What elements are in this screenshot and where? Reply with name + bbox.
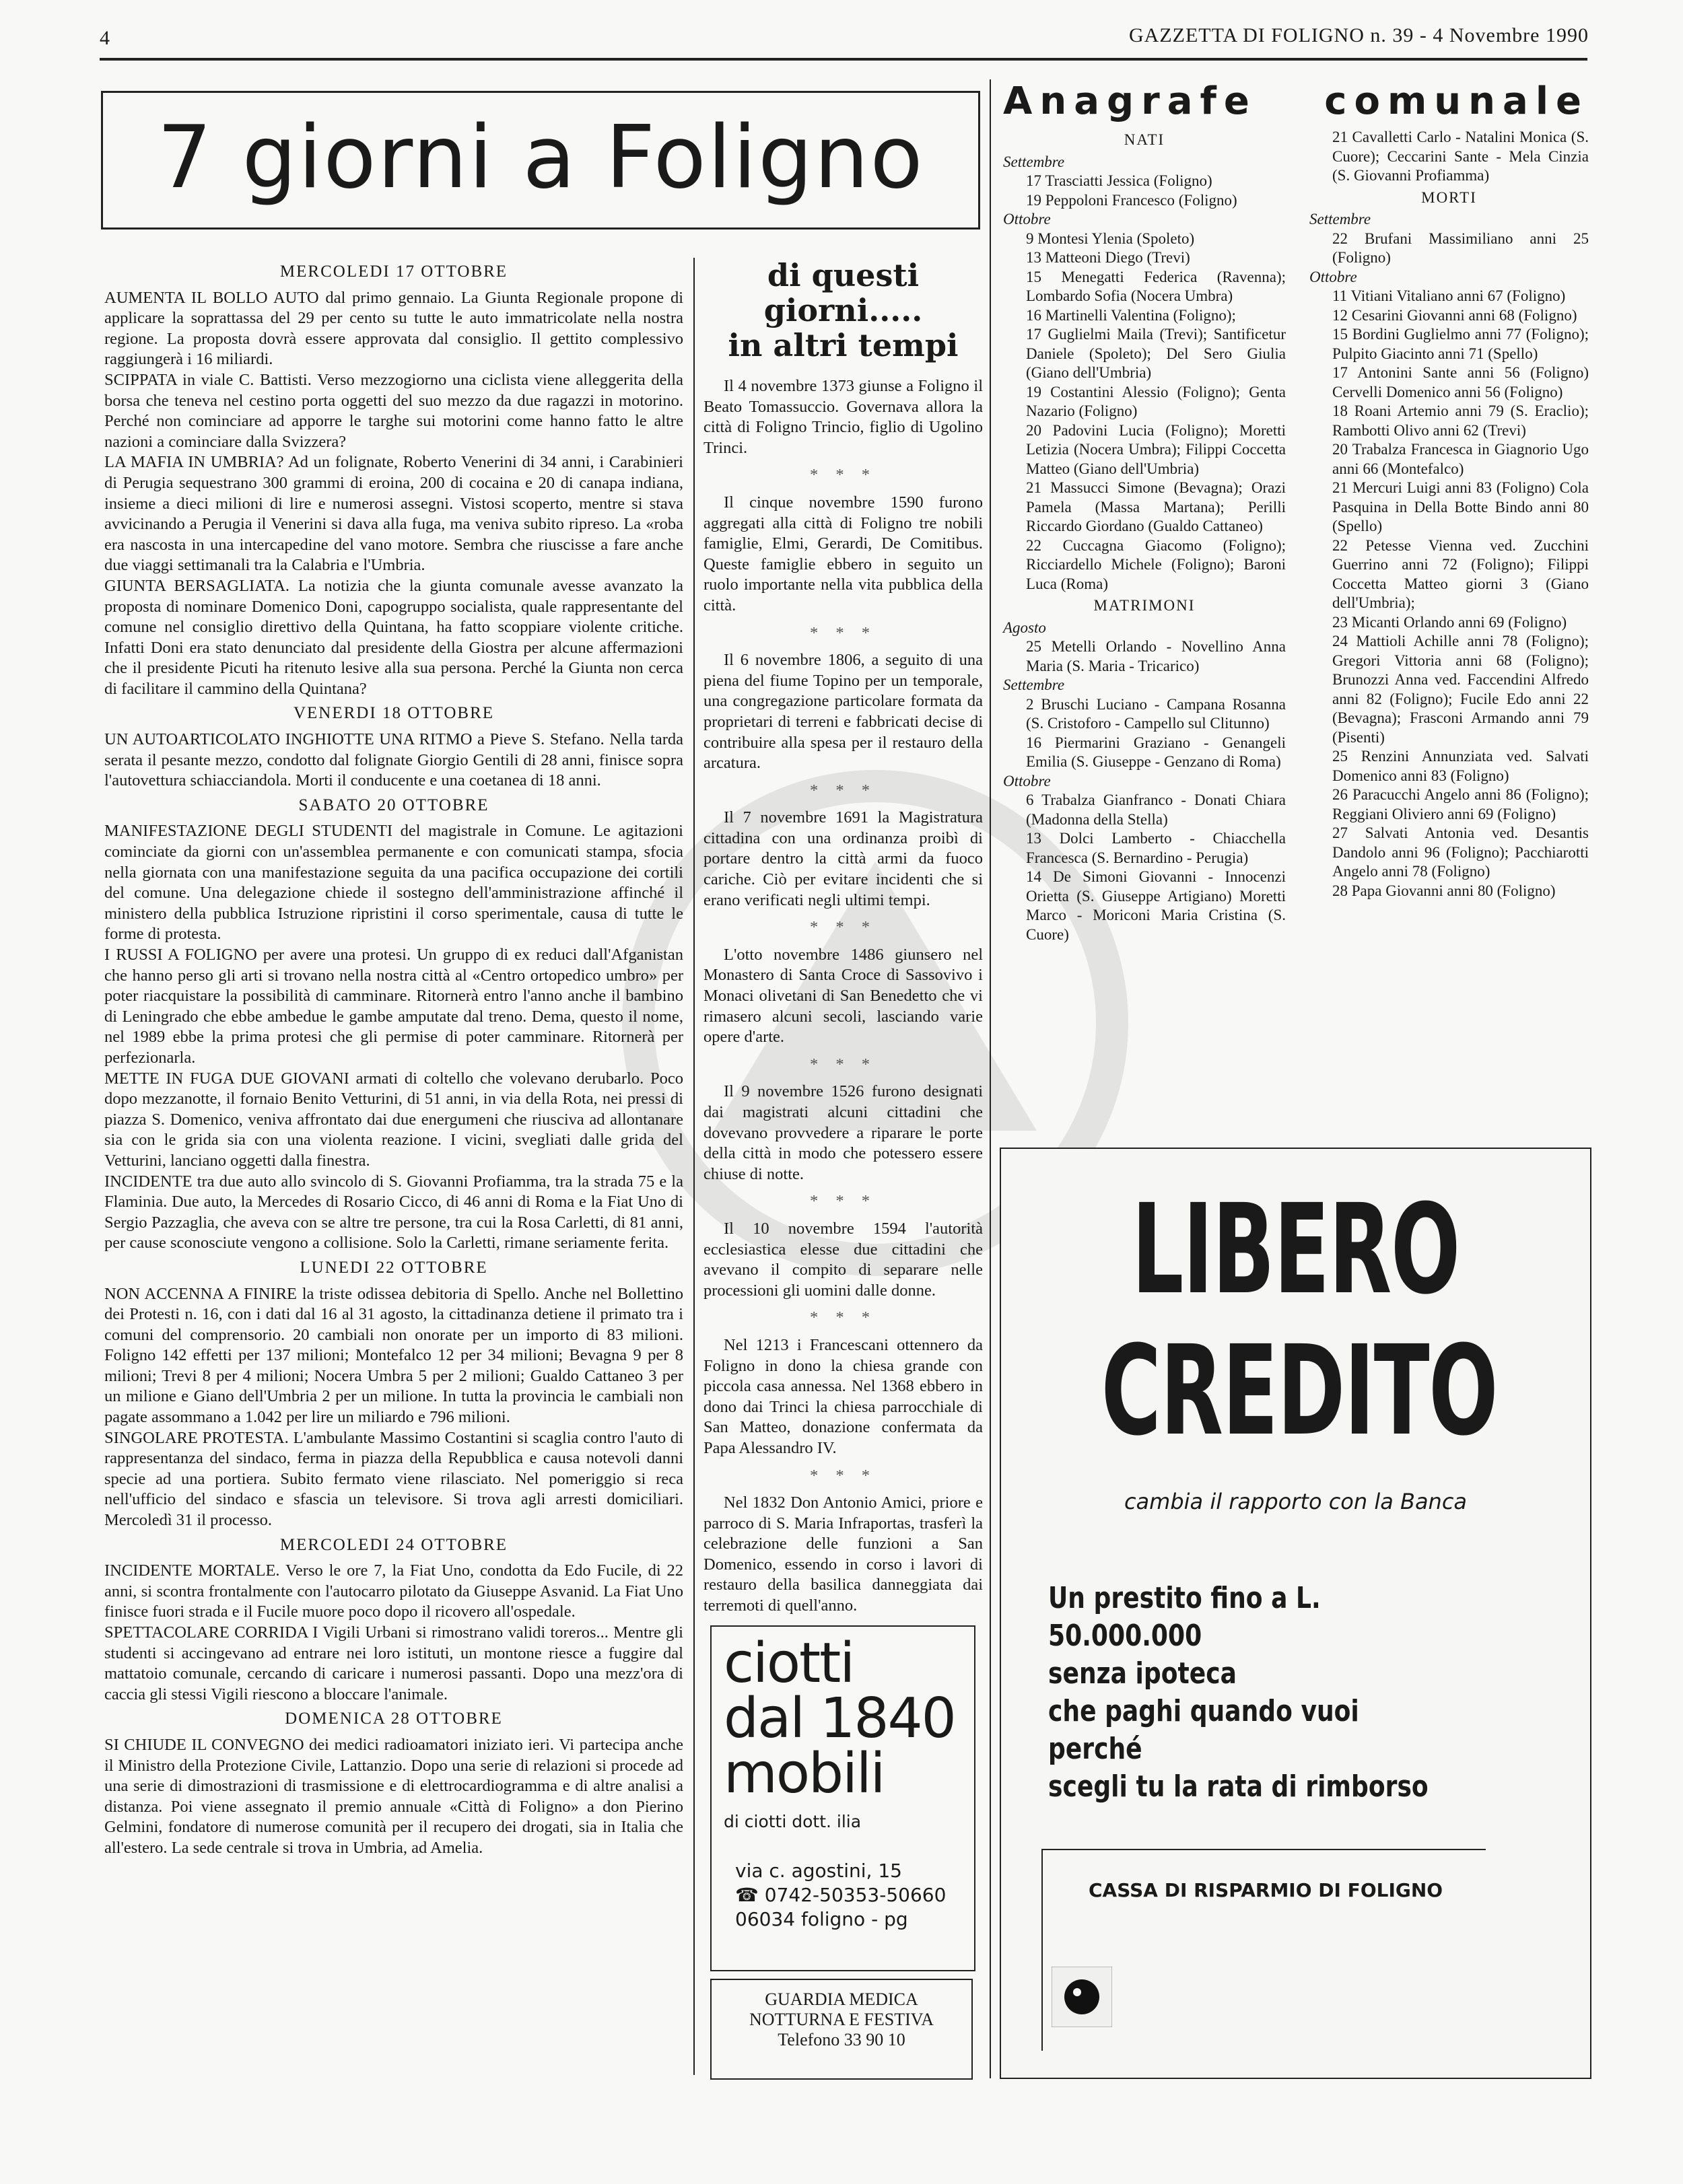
page-number: 4 <box>100 27 110 49</box>
separator-stars: * * * <box>810 781 877 800</box>
news-item <box>104 1561 683 1623</box>
day-heading: DOMENICA 28 OTTOBRE <box>285 1710 503 1728</box>
address-line: 06034 foligno - pg <box>735 1908 908 1930</box>
day-heading: MERCOLEDI 24 OTTOBRE <box>279 1535 508 1554</box>
news-item <box>104 370 683 452</box>
news-text: del magistrale in Comune. Le agitazioni cominciate da giorni con un'assemblea permanente e con comunicati stampa, sfocia nella giornata con una manifestazione seguita da una pacifica occupazione dei cortili del comune. Una delegazione chiede il sostegno dell'amministrazione affinché il ministero della pubblica Istruzione ripristini il corso sperimentale, causa di tutte le forme di protesta. <box>104 822 683 944</box>
registry-entry: 13 Matteoni Diego (Trevi) <box>1026 249 1190 266</box>
news-item <box>104 945 683 1069</box>
news-headline: AUMENTA IL BOLLO AUTO <box>104 288 319 307</box>
news-item <box>104 1623 683 1705</box>
registry-entry: 16 Martinelli Valentina (Foligno); <box>1026 306 1236 324</box>
news-item <box>104 1428 683 1531</box>
registry-entry: 25 Metelli Orlando - Novellino Anna Maria (S. Maria - Tricarico) <box>1026 638 1286 674</box>
registry-entry: 19 Costantini Alessio (Foligno); Genta Nazario (Foligno) <box>1026 383 1286 419</box>
phone-line: ☎ 0742-50353-50660 <box>735 1884 947 1906</box>
news-headline: LA MAFIA IN UMBRIA? <box>104 453 284 472</box>
history-heading <box>703 258 983 363</box>
news-item <box>104 1735 683 1859</box>
separator-stars: * * * <box>810 623 877 642</box>
news-headline: UN AUTOARTICOLATO INGHIOTTE UNA RITMO <box>104 730 473 749</box>
news-headline: MANIFESTAZIONE DEGLI STUDENTI <box>104 822 393 841</box>
furniture-owner: di ciotti dott. ilia <box>724 1812 862 1831</box>
column-divider <box>990 79 991 2078</box>
registry-section-heading: MATRIMONI <box>1093 597 1196 614</box>
news-text: dei medici radioamatori iniziato ieri. Vi partecipa anche il Ministro della Protezione Civile, Lattanzio. Dopo una serie di relazioni si procede ad una serie di dimostrazioni di trasmissione e di elettrocardiogramma e di altre analisi a distanza. Poi viene assegnato il premio annuale «Città di Foligno» a don Pierino Gelmini, fondatore di numerose comunità per il recupero dei drogati, sia in Italia che all'estero. La sede centrale si trova in Umbria, ad Amelia. <box>104 1735 683 1857</box>
news-item <box>104 730 683 791</box>
registry-entry: 28 Papa Giovanni anni 80 (Foligno) <box>1332 882 1556 899</box>
registry-entry: 2 Bruschi Luciano - Campana Rosanna (S. Cristoforo - Campello sul Clitunno) <box>1026 695 1286 732</box>
news-text: la triste odissea debitoria di Spello. Anche nel Bollettino dei Protesti n. 16, con i dati dal 16 al 31 agosto, la cittadinanza detiene il primato tra i comuni del comprensorio. 20 cambiali non onorate per un importo di 83 milioni. Foligno 142 effetti per 137 milioni; Montefalco 12 per 34 milioni; Bevagna 9 per 8 milioni; Trevi 8 per 4 milioni; Nocera Umbra 5 per 2 milioni; Gualdo Cattaneo 3 per un milione e Giano dell'Umbria 2 per un milione. In tutta la provincia le cambiali non pagate assommano a 1.042 per lire un miliardo e 796 milioni. <box>104 1284 683 1427</box>
anagrafe-title-word1: Anagrafe <box>1003 79 1257 123</box>
news-headline: INCIDENTE <box>104 1172 193 1191</box>
feature-title: 7 giorni a Foligno <box>157 108 924 208</box>
ad-copy-line: scegli tu la rata di rimborso <box>1048 1769 1429 1804</box>
separator-stars: * * * <box>810 918 877 937</box>
registry-entry: 20 Trabalza Francesca in Giagnorio Ugo anni 66 (Montefalco) <box>1332 441 1589 477</box>
anagrafe-title <box>1003 79 1589 123</box>
registry-entry: 22 Brufani Massimiliano anni 25 (Foligno) <box>1332 230 1589 266</box>
feature-title-box <box>101 91 980 230</box>
bank-name: CASSA DI RISPARMIO DI FOLIGNO <box>1089 1879 1443 1901</box>
address-line: via c. agostini, 15 <box>735 1860 902 1882</box>
furniture-address <box>735 1859 946 1932</box>
registry-entry: 22 Cuccagna Giacomo (Foligno); Ricciardello Michele (Foligno); Baroni Luca (Roma) <box>1026 536 1286 592</box>
news-text: I Vigili Urbani si rimostrano validi toreros... Mentre gli studenti si accingevano ad entrare nei loro istituti, un montone riesce a fuggire dal mattatoio comunale, cercando di caricare i numerosi passanti. Dopo una mezz'ora di caccia gli stessi Vigili riescono a bloccare l'animale. <box>104 1623 683 1703</box>
registry-month: Ottobre <box>1003 211 1051 227</box>
news-item <box>104 452 683 576</box>
anagrafe-title-word2: comunale <box>1324 79 1589 123</box>
news-text: in viale C. Battisti. Verso mezzogiorno una ciclista viene alleggerita della borsa che teneva nel cestino porta oggetti del suo mezzo da due ragazzi in motorino. Perché non cominciare ad apporre le targhe sui motorini come hanno fatto le altre nazioni a cominciare dalla Svizzera? <box>104 370 683 451</box>
registry-entry: 16 Piermarini Graziano - Genangeli Emilia (S. Giuseppe - Genzano di Roma) <box>1026 734 1286 770</box>
news-item <box>104 821 683 945</box>
day-heading: SABATO 20 OTTOBRE <box>298 796 489 814</box>
news-headline: GIUNTA BERSAGLIATA. <box>104 576 290 595</box>
history-paragraph: Nel 1213 i Francescani ottennero da Foligno in dono la chiesa grande con piccola casa annessa. Nel 1368 ebbero in dono dai Trinci la chiesa parrocchiale di San Matteo, donazione confermata da Papa Alessandro IV. <box>703 1335 983 1457</box>
registry-entry: 23 Micanti Orlando anni 69 (Foligno) <box>1332 613 1567 631</box>
news-item <box>104 576 683 700</box>
anagrafe-column-left <box>1003 128 1286 944</box>
registry-month: Ottobre <box>1003 772 1051 789</box>
day-heading: LUNEDI 22 OTTOBRE <box>300 1258 488 1277</box>
ad-tagline: cambia il rapporto con la Banca <box>1124 1489 1468 1514</box>
news-headline: INCIDENTE MORTALE. <box>104 1561 280 1580</box>
registry-month: Settembre <box>1003 676 1065 693</box>
registry-entry: 22 Petesse Vienna ved. Zucchini Guerrino anni 72 (Foligno); Filippi Coccetta Matteo giorni 3 (Giano dell'Umbria); <box>1332 536 1589 611</box>
registry-entry: 20 Padovini Lucia (Foligno); Moretti Letizia (Nocera Umbra); Filippi Coccetta Matteo (Giano dell'Umbria) <box>1026 421 1286 477</box>
news-text: La notizia che la giunta comunale avesse avanzato la proposta di nominare Domenico Doni, capogruppo socialista, quale rappresentante del comune nel consiglio direttivo della Quintana, ha fatto scoppiare violente critiche. Infatti Doni era stato denunciato dal presidente della Giostra per alcune affermazioni che il presidente Picuti ha ritenuto lesive alla sua persona. Perché la Giunta non cerca di facilitare il cammino della Quintana? <box>104 576 683 698</box>
header-rule <box>100 58 1587 61</box>
history-paragraph: Nel 1832 Don Antonio Amici, priore e parroco di S. Maria Infraportas, trasferì la celebrazione delle funzioni a San Domenico, essendo in corso i lavori di restauro della basilica danneggiata dai terremoti di quell'anno. <box>703 1493 983 1615</box>
guardia-medica-box <box>710 1979 973 2080</box>
registry-entry: 14 De Simoni Giovanni - Innocenzi Orietta (S. Giuseppe Artigiano) Moretti Marco - Moriconi Maria Cristina (S. Cuore) <box>1026 868 1286 943</box>
news-headline: NON ACCENNA A FINIRE <box>104 1284 297 1303</box>
registry-entry: 11 Vitiani Vitaliano anni 67 (Foligno) <box>1332 287 1566 304</box>
registry-month: Ottobre <box>1309 268 1357 285</box>
history-paragraph: Il 7 novembre 1691 la Magistratura cittadina con una ordinanza proibì di portare dentro la città armi da fuoco cariche. Ciò per evitare incidenti che si erano verificati negli ultimi tempi. <box>703 808 983 909</box>
anagrafe-column-right <box>1309 128 1589 901</box>
news-item <box>104 1069 683 1172</box>
registry-entry: 17 Trasciatti Jessica (Foligno) <box>1026 172 1212 189</box>
furniture-brand <box>724 1631 966 1806</box>
news-headline: SPETTACOLARE CORRIDA <box>104 1623 308 1642</box>
news-text: tra due auto allo svincolo di S. Giovanni Profiamma, tra la strada 75 e la Flaminia. Due auto, la Mercedes di Rosario Cicco, di 46 anni di Roma e la Fiat Uno di Sergio Pazzaglia, che aveva con se altre tre persone, tra cui la Rosa Carletti, di 81 anni, per cause sconosciute vengono a collisione. Solo la Carletti, rimane seriamente ferita. <box>104 1172 683 1253</box>
furniture-brand-line: dal 1840 <box>724 1687 955 1751</box>
news-item <box>104 1284 683 1428</box>
ad-rule <box>1041 1849 1043 2051</box>
news-headline: SINGOLARE PROTESTA. <box>104 1428 289 1447</box>
history-paragraph: L'otto novembre 1486 giunsero nel Monastero di Santa Croce di Sassovivo i Monaci olivetani di San Benedetto che vi rimasero alcuni secoli, lasciando varie opere d'arte. <box>703 945 983 1047</box>
history-column <box>703 258 983 1617</box>
publication-header: GAZZETTA DI FOLIGNO n. 39 - 4 Novembre 1990 <box>1129 24 1589 46</box>
history-body <box>703 376 983 1617</box>
registry-entry: 27 Salvati Antonia ved. Desantis Dandolo anni 96 (Foligno); Pacchiarotti Angelo anni 78 (Foligno) <box>1332 824 1589 880</box>
registry-entry: 21 Massucci Simone (Bevagna); Orazi Pamela (Massa Martana); Perilli Riccardo Giordano (Gualdo Cattaneo) <box>1026 479 1286 534</box>
history-paragraph: Il 9 novembre 1526 furono designati dai magistrati alcuni cittadini che dovevano provvedere a riparare le porte della città in modo che potessero essere chiuse di notte. <box>703 1082 983 1183</box>
registry-entry: 18 Roani Artemio anni 79 (S. Eraclio); Rambotti Olivo anni 62 (Trevi) <box>1332 402 1589 439</box>
registry-entry: 26 Paracucchi Angelo anni 86 (Foligno); Reggiani Oliviero anni 69 (Foligno) <box>1332 786 1589 822</box>
bank-logo-icon <box>1052 1967 1112 2027</box>
ad-copy <box>1048 1580 1479 1806</box>
history-paragraph: Il 6 novembre 1806, a seguito di una piena del fiume Topino per un temporale, una congregazione particolare formata da proprietari di terreni e fabbricati decise di contribuire alla spesa per il restauro della arcatura. <box>703 651 983 773</box>
news-text: dal primo gennaio. La Giunta Regionale propone di applicare la soprattassa del 29 per cento su tutte le auto immatricolate nella nostra regione. La proposta dovrà essere approvata dal consiglio. Il gettito complessivo raggiungerà i 16 miliardi. <box>104 288 683 369</box>
registry-section-heading: NATI <box>1124 131 1165 148</box>
news-headline: METTE IN FUGA DUE GIOVANI <box>104 1069 349 1088</box>
registry-entry: 9 Montesi Ylenia (Spoleto) <box>1026 230 1195 247</box>
furniture-brand-line: mobili <box>724 1742 885 1806</box>
history-paragraph: Il cinque novembre 1590 furono aggregati alla città di Foligno tre nobili famiglie, Elmi, Gerardi, De Comitibus. Queste famiglie ebbero in seguito un ruolo importante nella vita pubblica della città. <box>703 493 983 614</box>
news-text: armati di coltello che volevano derubarlo. Poco dopo mezzanotte, il fornaio Benito Vetturini, di 51 anni, in via della Rota, nei pressi di piazza S. Domenico, veniva affrontato dai due energumeni che riusciva ad allontanare sia con le grida sia con una violenta reazione. I vicini, svegliati dalle grida del Vetturini, lanciano oggetti dalla finestra. <box>104 1069 683 1170</box>
ad-copy-line: che paghi quando vuoi <box>1048 1694 1359 1728</box>
furniture-brand-line: ciotti <box>724 1631 854 1695</box>
news-text: L'ambulante Massimo Costantini si scaglia contro l'auto di rappresentanza del sindaco, ferma in piazza della Repubblica e causa notevoli danni specie ad una portiera. Subito fermato viene rilasciato. Nel pomeriggio si reca nell'ufficio del sindaco e sfascia un televisore. Si trova agli arresti domiciliari. Mercoledì 31 il processo. <box>104 1428 683 1530</box>
registry-entry: 24 Mattioli Achille anni 78 (Foligno); Gregori Vittoria anni 68 (Foligno); Brunozzi Anna ved. Faccendini Alfredo anni 82 (Foligno); Fucile Edo anni 22 (Bevagna); Frasconi Armando anni 79 (Pisenti) <box>1332 633 1589 746</box>
history-paragraph: Il 4 novembre 1373 giunse a Foligno il Beato Tomassuccio. Governava allora la città di Foligno Trincio, figlio di Ugolino Trinci. <box>703 377 983 457</box>
registry-entry: 17 Guglielmi Maila (Trevi); Santificetur Daniele (Spoleto); Del Sero Giulia (Giano dell'Umbria) <box>1026 326 1286 381</box>
ad-copy-line: perché <box>1048 1732 1142 1766</box>
registry-month: Settembre <box>1003 153 1065 170</box>
news-headline: SI CHIUDE IL CONVEGNO <box>104 1735 304 1754</box>
registry-month: Agosto <box>1003 619 1046 636</box>
news-text: Verso le ore 7, la Fiat Uno, condotta da Edo Fucile, di 22 anni, si scontra frontalmente con l'autocarro pilotato da Giuseppe Asvanid. La Fiat Uno finisce fuori strada e il Fucile muore poco dopo il ricovero all'ospedale. <box>104 1561 683 1621</box>
news-headline: I RUSSI A FOLIGNO <box>104 946 257 964</box>
registry-section-heading: MORTI <box>1421 188 1477 206</box>
registry-month: Settembre <box>1309 211 1371 227</box>
news-item <box>104 1172 683 1254</box>
history-heading-line1: di questi giorni..... <box>763 257 923 328</box>
registry-entry: 25 Renzini Annunziata ved. Salvati Domenico anni 83 (Foligno) <box>1332 748 1589 784</box>
registry-entry: 21 Mercuri Luigi anni 83 (Foligno) Cola Pasquina in Della Botte Bindo anni 80 (Spello) <box>1332 479 1589 534</box>
registry-entry: 17 Antonini Sante anni 56 (Foligno) Cervelli Domenico anni 56 (Foligno) <box>1332 364 1589 400</box>
ad-rule <box>1041 1849 1486 1850</box>
history-heading-line2: in altri tempi <box>728 327 959 363</box>
guardia-line: GUARDIA MEDICA <box>765 1989 918 2009</box>
registry-entry: 15 Bordini Guglielmo anni 77 (Foligno); Pulpito Giacinto anni 71 (Spello) <box>1332 326 1589 362</box>
ad-copy-line: Un prestito fino a L. 50.000.000 <box>1048 1581 1321 1653</box>
guardia-phone: Telefono 33 90 10 <box>778 2030 905 2049</box>
registry-entry: 21 Cavalletti Carlo - Natalini Monica (S. Cuore); Ceccarini Sante - Mela Cinzia (S. Giovanni Profiamma) <box>1332 129 1589 184</box>
bank-advert <box>1000 1148 1591 2079</box>
column-divider <box>693 258 695 2075</box>
separator-stars: * * * <box>810 466 877 485</box>
day-heading: VENERDI 18 OTTOBRE <box>293 704 495 723</box>
separator-stars: * * * <box>810 1192 877 1211</box>
day-heading: MERCOLEDI 17 OTTOBRE <box>279 262 508 281</box>
registry-entry: 19 Peppoloni Francesco (Foligno) <box>1026 191 1237 209</box>
news-text: a Pieve S. Stefano. Nella tarda serata il pesante mezzo, condotto dal folignate Giorgio Gentili di 28 anni, finisce sopra l'autovettura schiacciandola. Morti il conducente e una coetanea di 18 anni. <box>104 730 683 790</box>
registry-entry: 6 Trabalza Gianfranco - Donati Chiara (Madonna della Stella) <box>1026 791 1286 828</box>
ad-headline-line2: CREDITO <box>1101 1319 1498 1463</box>
guardia-line: NOTTURNA E FESTIVA <box>749 2010 934 2029</box>
registry-entry: 13 Dolci Lamberto - Chiacchella Francesca (S. Bernardino - Perugia) <box>1026 830 1286 866</box>
history-paragraph: Il 10 novembre 1594 l'autorità ecclesiastica elesse due cittadini che avevano il compito di separare nelle processioni gli uomini dalle donne. <box>703 1219 983 1300</box>
registry-entry: 15 Menegatti Federica (Ravenna); Lombardo Sofia (Nocera Umbra) <box>1026 268 1286 304</box>
registry-entry: 12 Cesarini Giovanni anni 68 (Foligno) <box>1332 306 1577 324</box>
separator-stars: * * * <box>810 1466 877 1485</box>
ad-copy-line: senza ipoteca <box>1048 1656 1237 1691</box>
news-text: Ad un folignate, Roberto Venerini di 34 anni, i Carabinieri di Perugia sequestrano 300 grammi di eroina, 200 di cocaina e 20 di canapa indiana, insieme a dieci milioni di lire e numerosi assegni. Vistosi scoperto, mentre si stava avvicinando a Perugia il Venerini si dava alla fuga, ma veniva subito ripreso. La «roba era nascosta in una intercapedine del vano motore. Sembra che riuscisse a fare anche due viaggi settimanali tra la Calabria e l'Umbria. <box>104 453 683 575</box>
separator-stars: * * * <box>810 1308 877 1327</box>
news-headline: SCIPPATA <box>104 370 177 389</box>
news-text: per avere una protesi. Un gruppo di ex reduci dall'Afganistan che hanno perso gli arti si trovano nella nostra città al «Centro ortopedico umbro» per poter riacquistare la possibilità di camminare. Ritornerà entro l'anno anche il bambino di Leningrado che ebbe ambedue le gambe amputate dal treno. Dema, questo il nome, nel 1989 ebbe la prima protesi che gli permise di poter camminare. Ritornerà per perfezionarla. <box>104 946 683 1067</box>
ad-headline-line1: LIBERO <box>1132 1178 1459 1322</box>
news-column <box>104 258 683 1859</box>
separator-stars: * * * <box>810 1055 877 1073</box>
news-item <box>104 288 683 370</box>
furniture-advert <box>710 1625 975 1971</box>
